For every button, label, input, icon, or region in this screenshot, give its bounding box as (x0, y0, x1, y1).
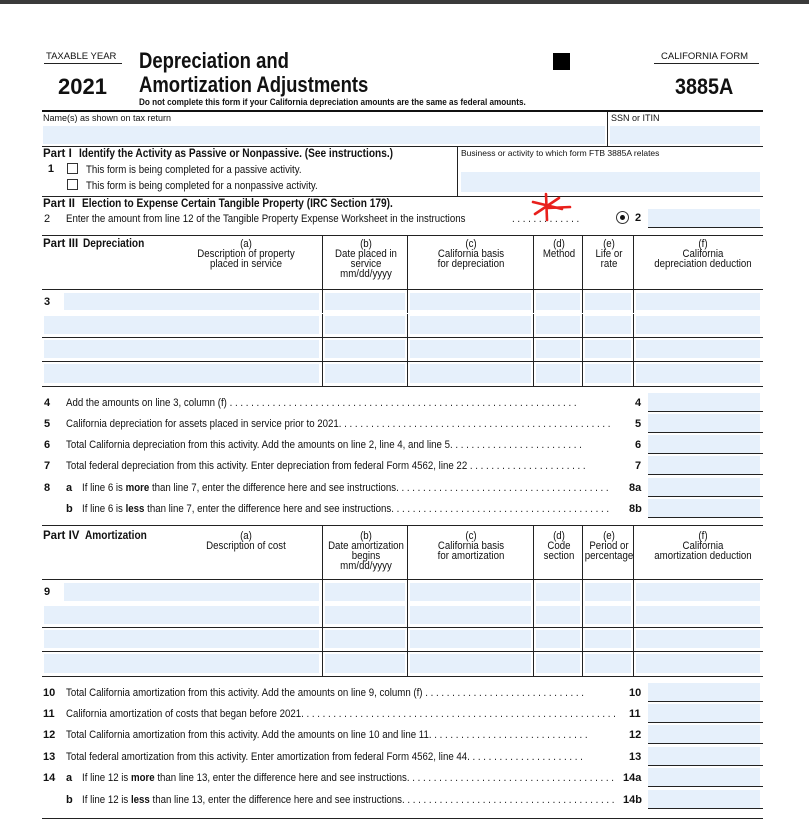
line2-dots: . . . . . . . . . . . . . (512, 213, 580, 225)
p3-r1-method[interactable] (536, 293, 580, 310)
line9-number: 9 (44, 586, 51, 598)
part4-title: Amortization (84, 530, 147, 542)
part2-title: Election to Expense Certain Tangible Property (IRC Section 179). (82, 198, 393, 210)
p4-col-c-header: (c) California basis for amortization (437, 530, 505, 562)
part1-label: Part I (43, 148, 72, 160)
p3-r3-basis[interactable] (410, 340, 531, 358)
line8b-amount-field[interactable] (648, 499, 760, 517)
line2-text: Enter the amount from line 12 of the Tangible Property Expense Worksheet in the instructions (66, 213, 466, 225)
p3-r2-life[interactable] (585, 316, 631, 334)
part1-title: Identify the Activity as Passive or Nonpassive. (See instructions.) (78, 148, 393, 160)
p4-r2-period[interactable] (585, 606, 631, 624)
name-field[interactable] (43, 126, 605, 144)
p4-r4-basis[interactable] (410, 654, 531, 673)
line12-amount-field[interactable] (648, 725, 760, 743)
p3-r1-life[interactable] (585, 293, 631, 310)
p4-col-d-header: (d) Code section (543, 530, 575, 562)
p3-r4-date[interactable] (325, 364, 405, 383)
p4-r3-deduction[interactable] (636, 630, 760, 648)
p4-r2-date[interactable] (325, 606, 405, 624)
p4-col-f-header: (f) California amortization deduction (654, 530, 752, 562)
p3-r3-description[interactable] (44, 340, 319, 358)
p4-r3-code[interactable] (536, 630, 580, 648)
p3-r2-basis[interactable] (410, 316, 531, 334)
part3-label: Part III (43, 238, 79, 250)
p4-r1-code[interactable] (536, 583, 580, 601)
p4-r1-date[interactable] (325, 583, 405, 601)
form-subtitle: Do not complete this form if your California depreciation amounts are the same as federal amounts. (139, 97, 526, 108)
p4-r1-basis[interactable] (410, 583, 531, 601)
line10-amount-field[interactable] (648, 683, 760, 701)
line2-box-label: 2 (635, 212, 642, 224)
p3-r4-life[interactable] (585, 364, 631, 383)
p4-r4-period[interactable] (585, 654, 631, 673)
line3-number: 3 (44, 296, 51, 308)
p3-r1-deduction[interactable] (636, 293, 760, 310)
line7-amount-field[interactable] (648, 456, 760, 474)
part2-label: Part II (43, 198, 75, 210)
tax-year: 2021 (58, 74, 107, 99)
window-top-edge (0, 0, 809, 4)
p3-r4-method[interactable] (536, 364, 580, 383)
p4-r1-deduction[interactable] (636, 583, 760, 601)
line14b-amount-field[interactable] (648, 790, 760, 808)
p4-r2-description[interactable] (44, 606, 319, 624)
part3-title: Depreciation (83, 238, 145, 250)
passive-checkbox[interactable] (67, 163, 78, 174)
passive-option-label: This form is being completed for a passive activity. (86, 164, 302, 176)
line2-amount-field[interactable] (648, 209, 760, 227)
p4-r3-period[interactable] (585, 630, 631, 648)
p4-r4-code[interactable] (536, 654, 580, 673)
form-title-line1: Depreciation and (139, 48, 289, 73)
p3-r3-life[interactable] (585, 340, 631, 358)
p4-r3-description[interactable] (44, 630, 319, 648)
p3-r2-deduction[interactable] (636, 316, 760, 334)
name-label: Name(s) as shown on tax return (43, 113, 172, 123)
p4-r3-date[interactable] (325, 630, 405, 648)
line2-info-radio[interactable] (616, 211, 629, 224)
p3-r4-basis[interactable] (410, 364, 531, 383)
p3-r1-description[interactable] (64, 293, 319, 310)
p4-col-e-header: (e) Period or percentage (584, 530, 634, 562)
p3-r3-deduction[interactable] (636, 340, 760, 358)
p4-r3-basis[interactable] (410, 630, 531, 648)
line6-amount-field[interactable] (648, 435, 760, 453)
p4-r4-deduction[interactable] (636, 654, 760, 673)
p3-r4-deduction[interactable] (636, 364, 760, 383)
p3-r2-description[interactable] (44, 316, 319, 334)
form-title-line2: Amortization Adjustments (139, 72, 369, 97)
nonpassive-checkbox[interactable] (67, 179, 78, 190)
p3-r3-date[interactable] (325, 340, 405, 358)
p3-col-a-header: (a) Description of property placed in service (197, 238, 295, 270)
line1-number: 1 (47, 163, 54, 175)
ssn-field[interactable] (610, 126, 760, 144)
p4-r4-date[interactable] (325, 654, 405, 673)
p3-r3-method[interactable] (536, 340, 580, 358)
p3-r2-method[interactable] (536, 316, 580, 334)
p4-col-b-header: (b) Date amortization begins mm/dd/yyyy (328, 530, 404, 572)
p3-col-c-header: (c) California basis for depreciation (437, 238, 505, 270)
nonpassive-option-label: This form is being completed for a nonpassive activity. (86, 180, 318, 192)
business-activity-label: Business or activity to which form FTB 3885A relates (461, 148, 660, 158)
p3-col-e-header: (e) Life or rate (595, 238, 623, 270)
business-activity-field[interactable] (461, 172, 760, 192)
p4-r2-basis[interactable] (410, 606, 531, 624)
p3-r1-date[interactable] (325, 293, 405, 310)
red-asterisk-annotation-icon (528, 190, 572, 224)
line8a-amount-field[interactable] (648, 478, 760, 496)
p3-r1-basis[interactable] (410, 293, 531, 310)
registration-mark (553, 53, 570, 70)
part4-label: Part IV (43, 530, 80, 542)
taxable-year-label: TAXABLE YEAR (46, 51, 117, 62)
p3-col-f-header: (f) California depreciation deduction (654, 238, 752, 270)
california-form-label: CALIFORNIA FORM (661, 51, 749, 62)
p3-r2-date[interactable] (325, 316, 405, 334)
line5-amount-field[interactable] (648, 414, 760, 432)
p4-r1-description[interactable] (64, 583, 319, 601)
p4-col-a-header: (a) Description of cost (206, 530, 286, 552)
p4-r1-period[interactable] (585, 583, 631, 601)
line14a-amount-field[interactable] (648, 768, 760, 786)
p4-r4-description[interactable] (44, 654, 319, 673)
line4-amount-field[interactable] (648, 393, 760, 411)
line11-amount-field[interactable] (648, 704, 760, 722)
p3-r4-description[interactable] (44, 364, 319, 383)
ssn-label: SSN or ITIN (611, 113, 660, 123)
line2-number: 2 (44, 213, 51, 225)
line13-amount-field[interactable] (648, 747, 760, 765)
p4-r2-code[interactable] (536, 606, 580, 624)
form-number: 3885A (675, 74, 734, 99)
p3-col-d-header: (d) Method (542, 238, 576, 260)
p3-col-b-header: (b) Date placed in service mm/dd/yyyy (335, 238, 397, 280)
p4-r2-deduction[interactable] (636, 606, 760, 624)
